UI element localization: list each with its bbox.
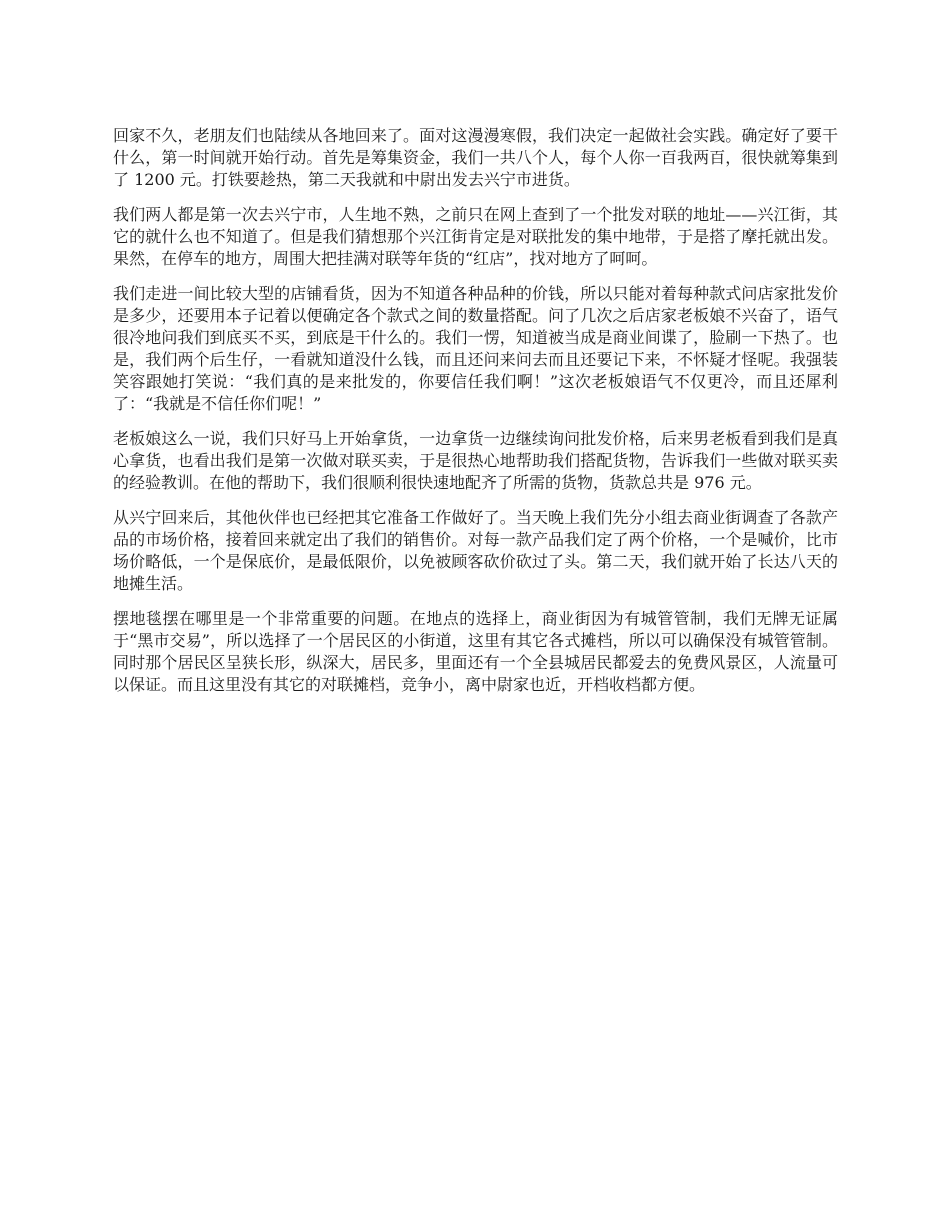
paragraph-4: 老板娘这么一说，我们只好马上开始拿货，一边拿货一边继续询问批发价格，后来男老板看到我们是真心拿货，也看出我们是第一次做对联买卖，于是很热心地帮助我们搭配货物，告诉我们一些做对联买卖的经验教训。在他的帮助下，我们很顺利很快速地配齐了所需的货物，货款总共是 976 元。 [113,429,838,492]
paragraph-5: 从兴宁回来后，其他伙伴也已经把其它准备工作做好了。当天晚上我们先分小组去商业街调查了各款产品的市场价格，接着回来就定出了我们的销售价。对每一款产品我们定了两个价格，一个是喊价，比市场价略低，一个是保底价，是最低限价，以免被顾客砍价砍过了头。第二天，我们就开始了长达八天的地摊生活。 [113,508,838,593]
document-body [113,125,838,709]
paragraph-2: 我们两人都是第一次去兴宁市，人生地不熟，之前只在网上查到了一个批发对联的地址——兴江街，其它的就什么也不知道了。但是我们猜想那个兴江街肯定是对联批发的集中地带，于是搭了摩托就出发。果然，在停车的地方，周围大把挂满对联等年货的“红店”，找对地方了呵呵。 [113,205,838,268]
paragraph-6: 摆地毯摆在哪里是一个非常重要的问题。在地点的选择上，商业街因为有城管管制，我们无牌无证属于“黑市交易”，所以选择了一个居民区的小街道，这里有其它各式摊档，所以可以确保没有城管管制。同时那个居民区呈狭长形，纵深大，居民多，里面还有一个全县城居民都爱去的免费风景区，人流量可以保证。而且这里没有其它的对联摊档，竞争小，离中尉家也近，开档收档都方便。 [113,609,838,694]
paragraph-1: 回家不久，老朋友们也陆续从各地回来了。面对这漫漫寒假，我们决定一起做社会实践。确定好了要干什么，第一时间就开始行动。首先是筹集资金，我们一共八个人，每个人你一百我两百，很快就筹集到了 1200 元。打铁要趁热，第二天我就和中尉出发去兴宁市进货。 [113,126,838,189]
paragraph-3: 我们走进一间比较大型的店铺看货，因为不知道各种品种的价钱，所以只能对着每种款式问店家批发价是多少，还要用本子记着以便确定各个款式之间的数量搭配。问了几次之后店家老板娘不兴奋了，语气很冷地问我们到底买不买，到底是干什么的。我们一愣，知道被当成是商业间谍了，脸刷一下热了。也是，我们两个后生仔，一看就知道没什么钱，而且还问来问去而且还要记下来，不怀疑才怪呢。我强装笑容跟她打笑说：“我们真的是来批发的，你要信任我们啊！”这次老板娘语气不仅更冷，而且还犀利了：“我就是不信任你们呢！” [113,284,838,413]
